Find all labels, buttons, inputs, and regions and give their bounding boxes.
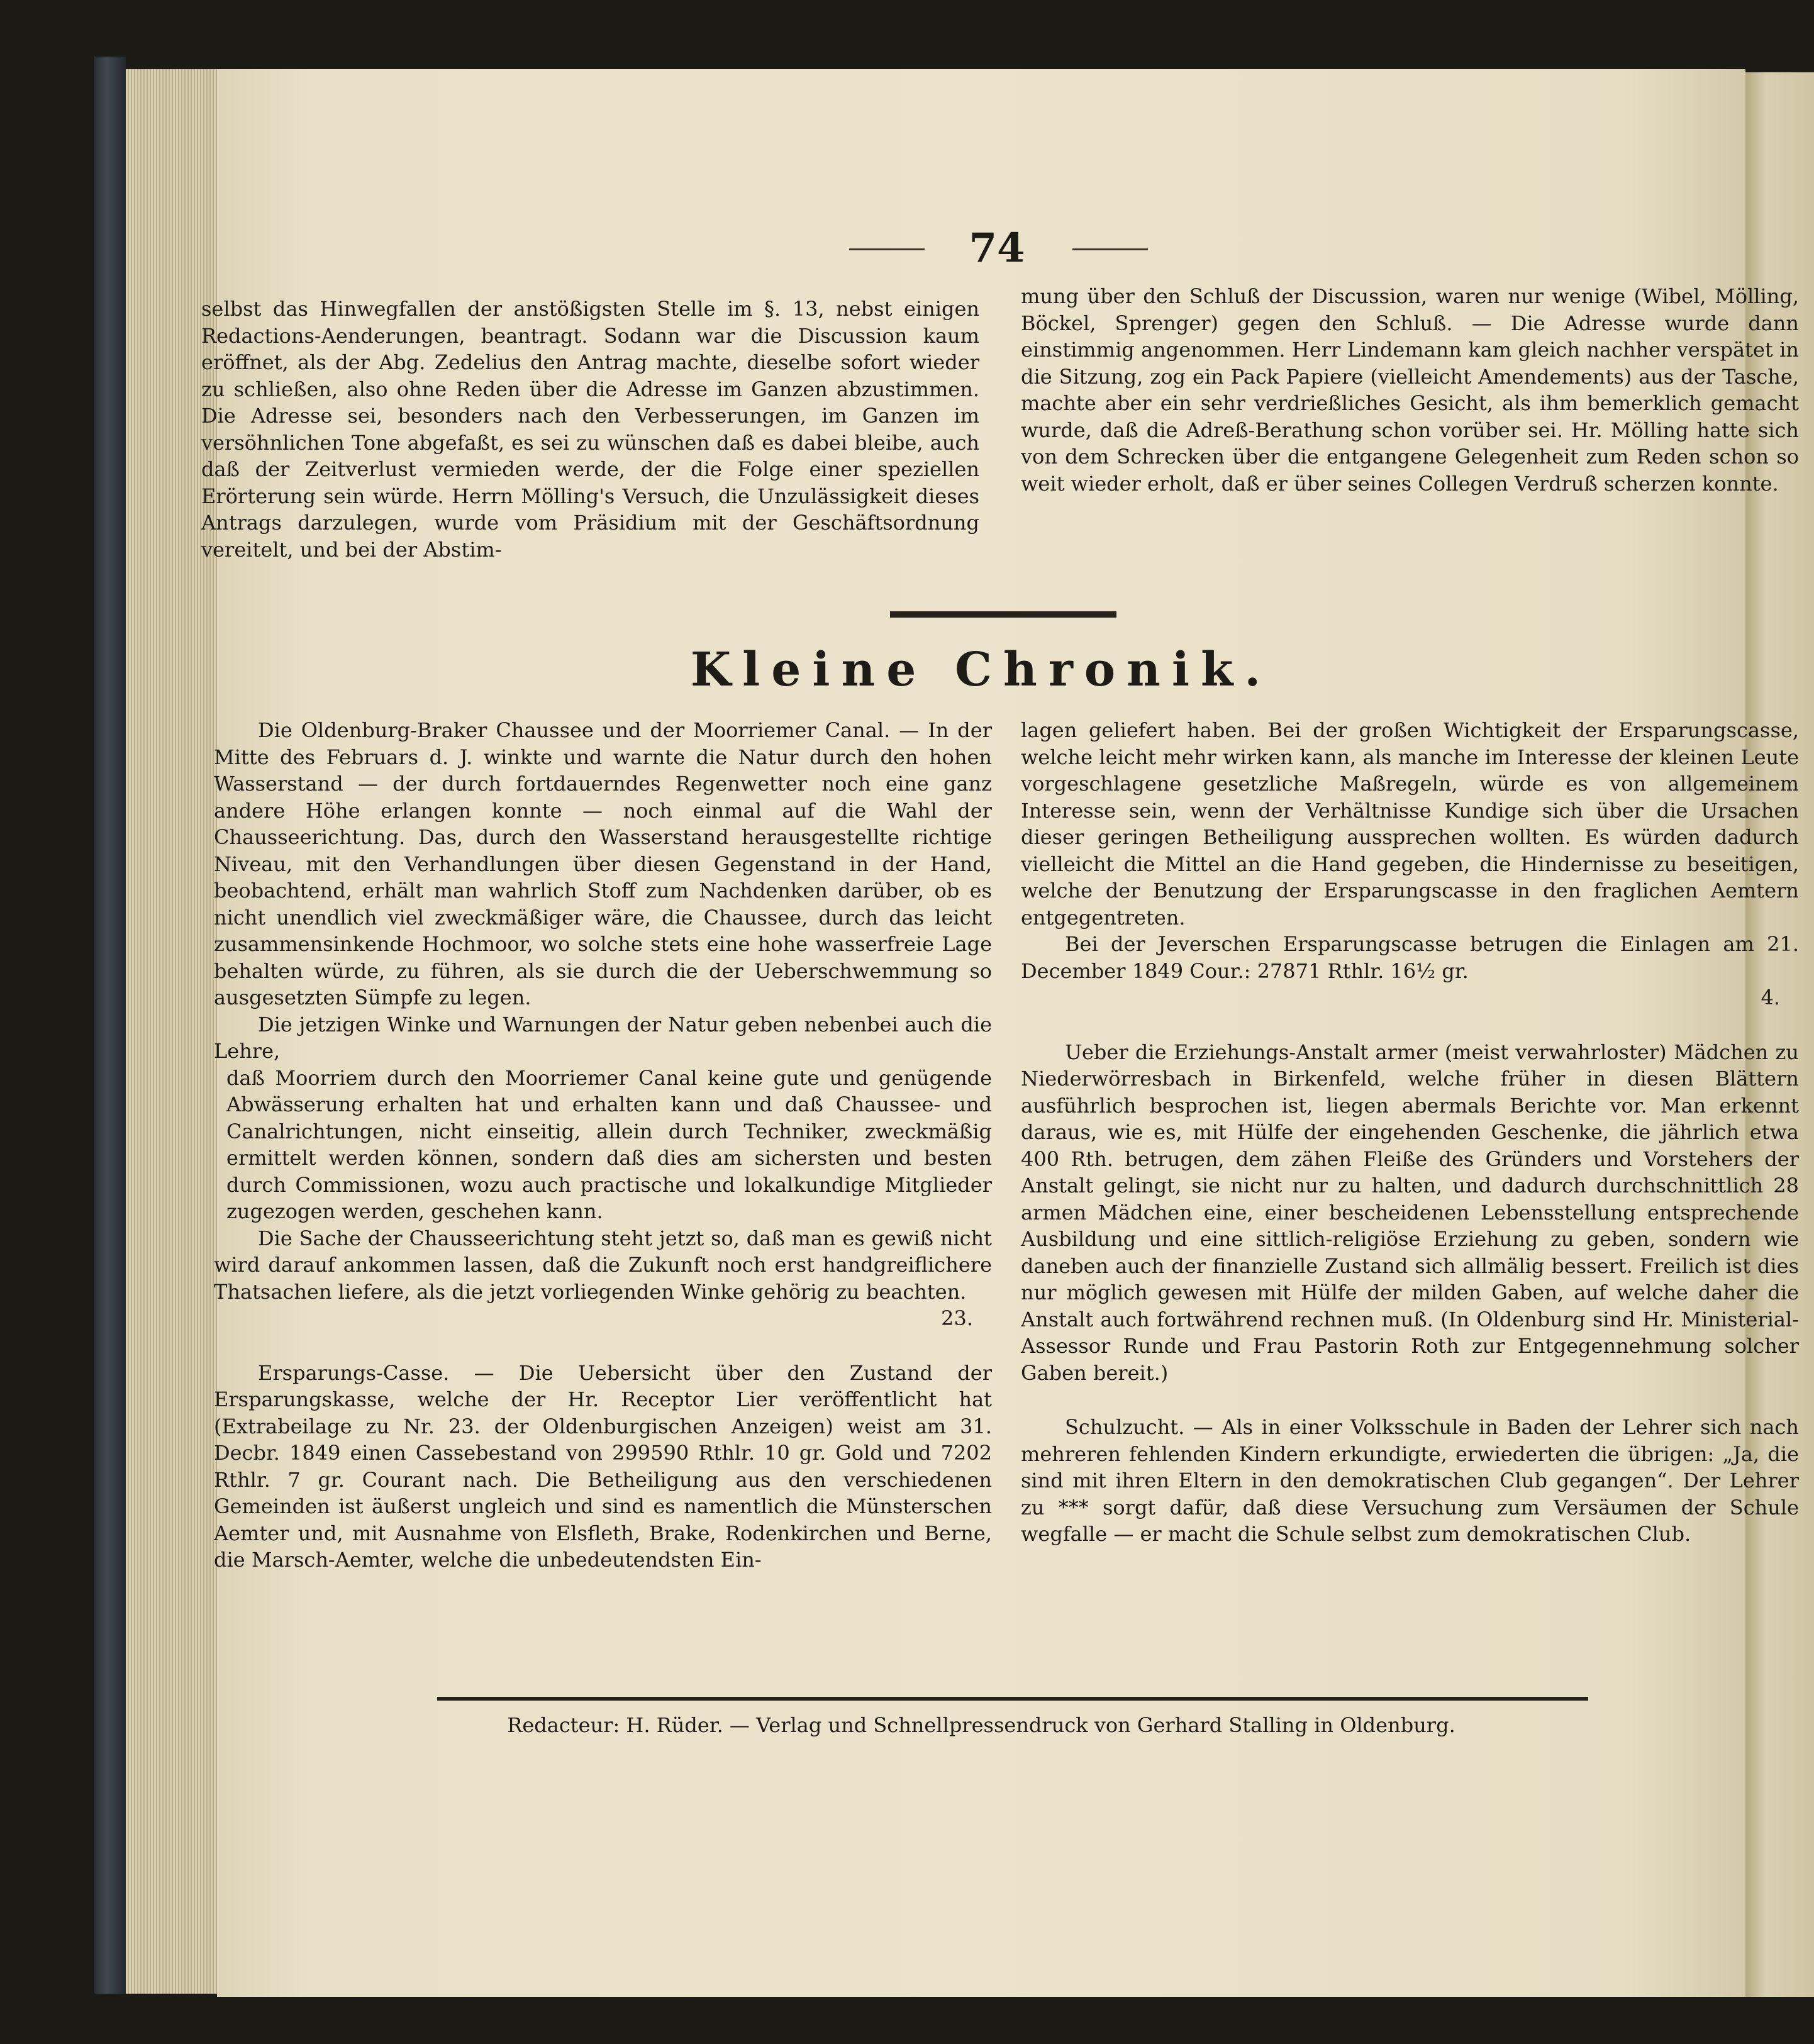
article-paragraph: Die Oldenburg-Braker Chaussee und der Moorriemer Canal. — In der Mitte des Februars d. J. winkte und warnte die Natur durch den hohen Wasserstand — der durch fortdauerndes Regenwetter noch eine ganz andere Höhe erlangen konnte — noch einmal auf die Wahl der Chausseerichtung. Das, durch den Wasserstand herausgestellte richtige Niveau, mit den Verhandlungen über diesen Gegenstand in der Hand, beobachtend, erhält man wahrlich Stoff zum Nachdenken darüber, ob es nicht unendlich viel zweckmäßiger wäre, die Chaussee, durch das leicht zusammensinkende Hochmoor, wo solche stets eine hohe wasserfreie Lage behalten würde, zu führen, als sie durch die der Ueberschwemmung so ausgesetzten Sümpfe zu legen. (214, 718, 992, 1009)
imprint: Redacteur: H. Rüder. — Verlag und Schnellpressendruck von Gerhard Stalling in Oldenburg. (507, 1713, 1455, 1737)
article-paragraph: Ersparungs-Casse. — Die Uebersicht über den Zustand der Ersparungskasse, welche der Hr. Receptor Lier veröffentlicht hat (Extrabeilage zu Nr. 23. der Oldenburgischen Anzeigen) weist am 31. Decbr. 1849 einen Cassebestand von 299590 Rthlr. 10 gr. Gold und 7202 Rthlr. 7 gr. Courant nach. Die Betheiligung aus den verschiedenen Gemeinden ist äußerst ungleich und sind es namentlich die Münsterschen Aemter und, mit Ausnahme von Elsfleth, Brake, Rodenkirchen und Berne, die Marsch-Aemter, welche die unbedeutendsten Ein- (214, 1360, 992, 1572)
bottom-left-column (214, 717, 992, 1574)
header-rule-right (1072, 248, 1148, 250)
paragraph: mung über den Schluß der Discussion, waren nur wenige (Wibel, Mölling, Böckel, Sprenger) gegen den Schluß. — Die Adresse wurde dann einstimmig angenommen. Herr Lindemann kam gleich nachher verspätet in die Sitzung, zog ein Pack Papiere (vielleicht Amendements) aus der Tasche, machte aber ein sehr verdrießliches Gesicht, als ihm bemerklich gemacht wurde, daß die Adreß-Berathung schon vorüber sei. Hr. Mölling hatte sich von dem Schrecken über die entgangene Gelegenheit zum Reden schon so weit wieder erholt, daß er über seines Collegen Verdruß scherzen konnte. (1021, 284, 1799, 496)
footer-rule (437, 1697, 1588, 1701)
top-left-column (201, 296, 979, 563)
document-page (201, 69, 1799, 1997)
article-signature: 23. (941, 1306, 973, 1330)
article-paragraph: Ueber die Erziehungs-Anstalt armer (meist verwahrloster) Mädchen zu Niederwörresbach in Birkenfeld, welche früher in diesen Blättern ausführlich besprochen ist, liegen abermals Berichte vor. Man erkennt daraus, wie es, mit Hülfe der eingehenden Geschenke, die jährlich etwa 400 Rth. betrugen, dem zähen Fleiße des Gründers und Vorstehers der Anstalt gelingt, sie nicht nur zu halten, und dadurch durchschnittlich 28 armen Mädchen eine, einer bescheidenen Lebensstellung entsprechende Ausbildung und eine sittlich-religiöse Erziehung zu geben, sondern wie daneben auch der finanzielle Zustand sich allmälig bessert. Freilich ist dies nur möglich gewesen mit Hülfe der milden Gaben, auf welche daher die Anstalt auch fortwährend rechnen muß. (In Oldenburg sind Hr. Ministerial-Assessor Runde und Frau Pastorin Roth zur Entgegennehmung solcher Gaben bereit.) (1021, 1040, 1799, 1385)
page-number: 74 (969, 225, 1025, 272)
article-paragraph: Die jetzigen Winke und Warnungen der Natur geben nebenbei auch die Lehre, (214, 1012, 992, 1063)
article-paragraph: Die Sache der Chausseerichtung steht jetzt so, daß man es gewiß nicht wird darauf ankommen lassen, daß die Zukunft noch erst handgreiflichere Thatsachen liefere, als die jetzt vorliegenden Winke gehörig zu beachten. (214, 1226, 992, 1304)
article-paragraph: Schulzucht. — Als in einer Volksschule in Baden der Lehrer sich nach mehreren fehlenden Kindern erkundigte, erwiederten die übrigen: „Ja, die sind mit ihren Eltern in den demokratischen Club gegangen“. Der Lehrer zu *** sorgt dafür, daß diese Versuchung zum Versäumen der Schule wegfalle — er macht die Schule selbst zum demokratischen Club. (1021, 1415, 1799, 1546)
header-rule-left (849, 248, 925, 250)
section-title: Kleine Chronik. (690, 643, 1272, 697)
bottom-right-column (1021, 717, 1799, 1548)
article-paragraph: lagen geliefert haben. Bei der großen Wichtigkeit der Ersparungscasse, welche leicht mehr wirken kann, als manche im Interesse der kleinen Leute vorgeschlagene gesetzliche Maßregeln, würde es von allgemeinem Interesse sein, wenn der Verhältnisse Kundige sich über die Ursachen dieser geringen Betheiligung aussprechen wollten. Es würden dadurch vielleicht die Mittel an die Hand gegeben, die Hindernisse zu beseitigen, welche der Benutzung der Ersparungscasse in den fraglichen Aemtern entgegentreten. (1021, 718, 1799, 930)
page-header (217, 220, 1745, 277)
article-paragraph: Bei der Jeverschen Ersparungscasse betrugen die Einlagen am 21. December 1849 Cour.: 27871 Rthlr. 16½ gr. (1021, 932, 1799, 983)
book-binding (94, 57, 126, 1994)
paragraph: selbst das Hinwegfallen der anstößigsten Stelle im §. 13, nebst einigen Redactions-Aenderungen, beantragt. Sodann war die Discussion kaum eröffnet, als der Abg. Zedelius den Antrag machte, dieselbe sofort wieder zu schließen, also ohne Reden über die Adresse im Ganzen abzustimmen. Die Adresse sei, besonders nach den Verbesserungen, im Ganzen im versöhnlichen Tone abgefaßt, es sei zu wünschen daß es dabei bleibe, auch daß der Zeitverlust vermieden werde, der die Folge einer speziellen Erörterung sein würde. Herrn Mölling's Versuch, die Unzulässigkeit dieses Antrags darzulegen, wurde vom Präsidium mit der Geschäftsordnung vereitelt, und bei der Abstim- (201, 297, 979, 562)
article-paragraph: daß Moorriem durch den Moorriemer Canal keine gute und genügende Abwässerung erhalten hat und erhalten kann und daß Chaussee- und Canalrichtungen, nicht einseitig, allein durch Techniker, zweckmäßig ermittelt werden können, sondern daß dies am sichersten und besten durch Commissionen, wozu auch practische und lokalkundige Mitglieder zugezogen werden, geschehen kann. (226, 1065, 992, 1223)
top-right-column (1021, 283, 1799, 497)
article-signature: 4. (1761, 986, 1780, 1009)
section-divider (890, 611, 1116, 618)
